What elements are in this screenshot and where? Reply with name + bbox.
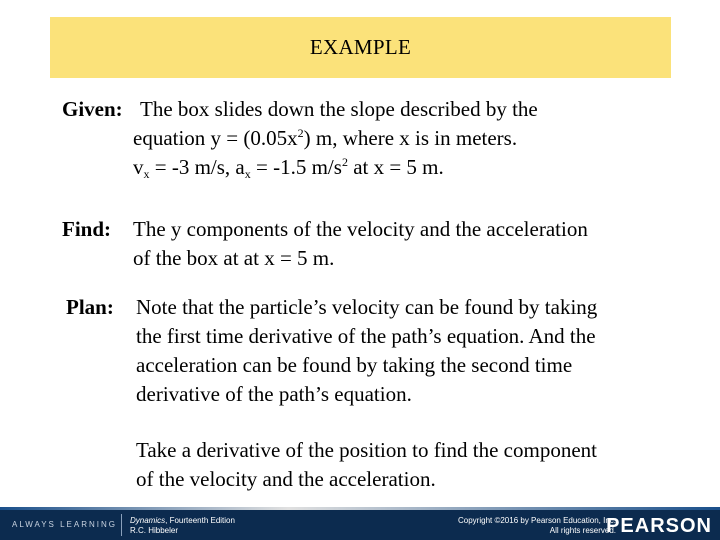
given-text [140, 95, 538, 124]
plan-extra-line: Take a derivative of the position to find the component [136, 438, 597, 462]
given-line-1: The box slides down the slope described by the [140, 97, 538, 121]
footer-bar [0, 507, 720, 540]
given-line-3: $v_x = -3$ m/s, $a_x = -1.5$ $m/s^2$ at x = 5 m. [133, 155, 444, 181]
publisher-logo: PEARSON [606, 515, 712, 537]
find-section [62, 215, 682, 275]
footer-brand: ALWAYS LEARNING [12, 520, 117, 529]
book-edition: , Fourteenth Edition [165, 516, 235, 525]
copyright-text: Copyright ©2016 by Pearson Education, Inc. [458, 516, 616, 525]
footer-divider [121, 514, 122, 536]
given-label: Given: [62, 97, 123, 121]
find-line-1: The y components of the velocity and the acceleration [133, 217, 588, 241]
plan-section [66, 293, 686, 493]
plan-extra-line: of the velocity and the acceleration. [136, 467, 436, 491]
given-section [62, 95, 682, 185]
plan-label: Plan: [66, 295, 114, 319]
footer-stripe [0, 507, 720, 510]
plan-line: derivative of the path’s equation. [136, 382, 412, 406]
book-title: Dynamics [130, 516, 166, 525]
rights-text: All rights reserved. [549, 526, 616, 535]
find-label: Find: [62, 217, 112, 241]
title-banner [50, 17, 671, 78]
plan-line: the first time derivative of the path’s equation. And the [136, 324, 596, 348]
find-line-2: of the box at at x = 5 m. [133, 246, 335, 270]
footer-book-info [130, 516, 235, 536]
page-title: EXAMPLE [309, 35, 412, 59]
given-line-2: equation $y = (0.05x^2)$ m, where x is in meters. [133, 126, 518, 150]
plan-line: Note that the particle’s velocity can be found by taking [136, 295, 598, 319]
book-author: R.C. Hibbeler [130, 526, 179, 535]
footer-copyright [458, 516, 616, 536]
plan-line: acceleration can be found by taking the second time [136, 353, 573, 377]
